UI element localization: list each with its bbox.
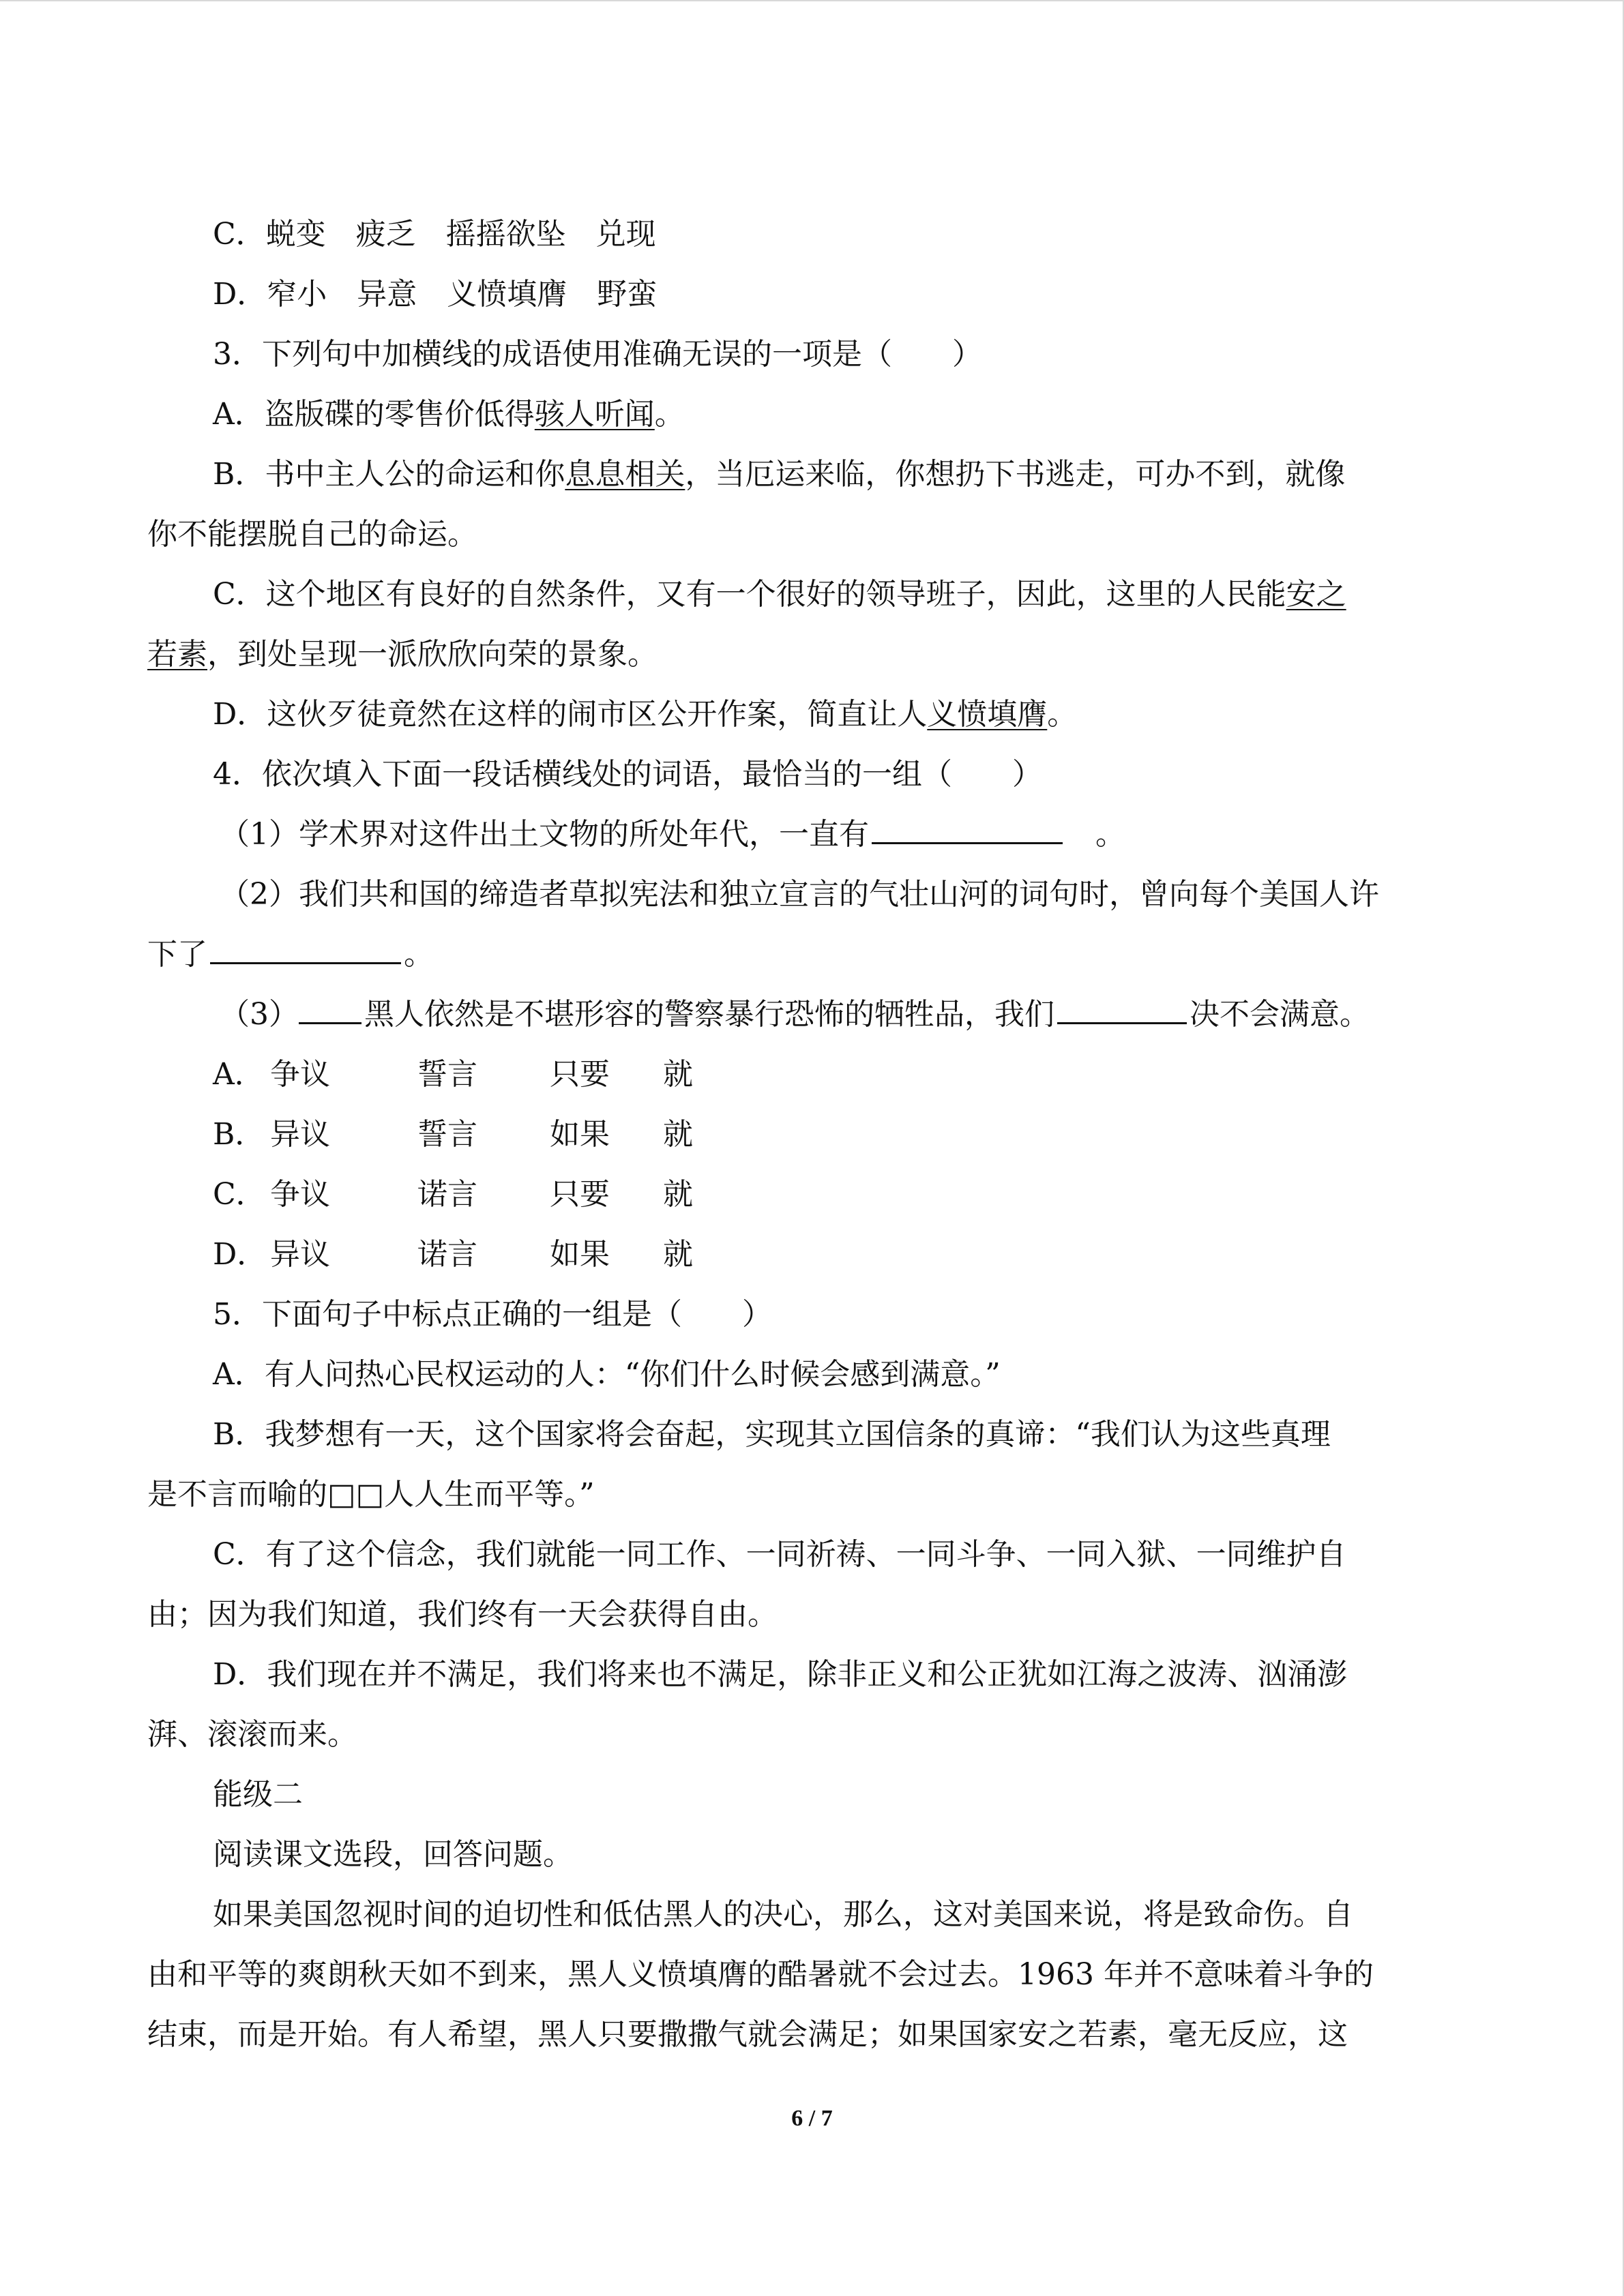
question-3-text: 3．下列句中加横线的成语使用准确无误的一项是（ ） [213,337,982,372]
option-letter: B． [213,1117,265,1152]
q5c-text: C．有了这个信念，我们就能一同工作、一同祈祷、一同斗争、一同入狱、一同维护自 [213,1537,1346,1572]
question-3 [213,337,982,372]
q4-item-1 [220,817,1125,852]
answer-blank[interactable] [210,961,401,964]
q4-option-c [213,1177,693,1212]
question-4-text: 4．依次填入下面一段话横线处的词语，最恰当的一组（ ） [213,757,1042,792]
option-word-2: 诺言 [417,1177,477,1212]
q5-option-a [213,1357,1001,1392]
q5d-text: D．我们现在并不满足，我们将来也不满足，除非正义和公正犹如江海之波涛、汹涌澎 [213,1657,1348,1692]
answer-blank[interactable] [299,1022,361,1024]
instruction-text: 阅读课文选段，回答问题。 [213,1837,573,1872]
option-word-1: 争议 [270,1057,330,1092]
option-word-4: 就 [663,1057,693,1092]
option-d-line [213,277,658,312]
q4-item-3-text: 黑人依然是不堪形容的警察暴行恐怖的牺牲品，我们 [364,997,1054,1032]
q3a-underlined-idiom: 骇人听闻 [534,397,655,432]
q5-option-c-cont [147,1597,778,1632]
option-word-3: 只要 [550,1057,610,1092]
q3b-text-after: ，当厄运来临，你想扔下书逃走，可办不到，就像 [685,457,1346,492]
q4-item-1-text: （1）学术界对这件出土文物的所处年代，一直有 [220,817,869,852]
q5b-text: B．我梦想有一天，这个国家将会奋起，实现其立国信条的真谛：“我们认为这些真理 [213,1417,1331,1452]
q4-item-2-cont-text: 下了 [147,937,207,972]
q3c-continuation: ，到处呈现一派欣欣向荣的景象。 [207,637,658,672]
q3d-underlined-idiom: 义愤填膺 [927,697,1048,732]
option-d-text: D．窄小 异意 义愤填膺 野蛮 [213,277,658,312]
q5a-text: A．有人问热心民权运动的人：“你们什么时候会感到满意。” [213,1357,1001,1392]
passage-line-2 [147,1957,1374,1992]
q4-item-2-cont [147,937,434,972]
q5-option-c [213,1537,1346,1572]
q3a-text: A．盗版碟的零售价低得 [213,397,535,432]
q4-option-a [213,1057,693,1092]
answer-blank[interactable] [872,841,1063,844]
passage-line-3 [147,2017,1348,2052]
reading-instruction [213,1837,573,1872]
option-word-2: 誓言 [417,1057,477,1092]
option-c-line [213,217,656,252]
option-word-3: 如果 [550,1237,610,1272]
q5-option-d [213,1657,1348,1692]
answer-blank[interactable] [1057,1022,1187,1024]
passage-line-1 [213,1897,1353,1932]
level-two-heading: 能级二 [213,1777,303,1812]
option-word-2: 誓言 [417,1117,477,1152]
q3b-underlined-idiom: 息息相关 [565,457,685,492]
q4-option-d [213,1237,693,1272]
q3c-underlined-idiom-part1: 安之 [1286,577,1346,612]
option-letter: D． [213,1237,267,1272]
q5b-continuation: 是不言而喻的□□人人生而平等。” [147,1477,595,1512]
q3-option-c [213,577,1346,612]
q3c-underlined-idiom-part2: 若素 [147,637,207,672]
question-4 [213,757,1042,792]
option-word-4: 就 [663,1177,693,1212]
q4-item-3-end: 决不会满意。 [1190,997,1370,1032]
q4-item-1-punct: 。 [1065,817,1125,852]
q5c-continuation: 由；因为我们知道，我们终有一天会获得自由。 [147,1597,778,1632]
q3-option-d [213,697,1078,732]
passage-text: 如果美国忽视时间的迫切性和低估黑人的决心，那么，这对美国来说，将是致命伤。自 [213,1897,1353,1932]
option-word-3: 只要 [550,1177,610,1212]
q3d-text: D．这伙歹徒竟然在这样的闹市区公开作案，简直让人 [213,697,928,732]
q4-item-2-text: （2）我们共和国的缔造者草拟宪法和独立宣言的气壮山河的词句时，曾向每个美国人许 [220,877,1379,912]
option-word-1: 异议 [270,1117,330,1152]
section-heading [213,1777,303,1812]
passage-text: 由和平等的爽朗秋天如不到来，黑人义愤填膺的酷暑就不会过去。1963 年并不意味着斗争的 [147,1957,1374,1992]
q3-option-c-cont [147,637,658,672]
option-letter: A． [213,1057,265,1092]
q5-option-d-cont [147,1717,357,1752]
q3c-text: C．这个地区有良好的自然条件，又有一个很好的领导班子，因此，这里的人民能 [213,577,1286,612]
q3b-text: B．书中主人公的命运和你 [213,457,565,492]
q3b-continuation: 你不能摆脱自己的命运。 [147,517,477,552]
question-5 [213,1297,772,1332]
q5-option-b-cont [147,1477,595,1512]
q3d-punct: 。 [1047,697,1078,732]
option-word-1: 异议 [270,1237,330,1272]
option-word-3: 如果 [550,1117,610,1152]
option-word-4: 就 [663,1237,693,1272]
option-word-2: 诺言 [417,1237,477,1272]
q4-item-3 [220,997,1370,1032]
q5d-continuation: 湃、滚滚而来。 [147,1717,357,1752]
q5-option-b [213,1417,1331,1452]
q3-option-b-cont [147,517,477,552]
option-c-text: C．蜕变 疲乏 摇摇欲坠 兑现 [213,217,656,252]
question-5-text: 5．下面句子中标点正确的一组是（ ） [213,1297,772,1332]
option-word-4: 就 [663,1117,693,1152]
q3a-punct: 。 [654,397,685,432]
q4-option-b [213,1117,693,1152]
q3-option-b [213,457,1346,492]
passage-text: 结束，而是开始。有人希望，黑人只要撒撒气就会满足；如果国家安之若素，毫无反应，这 [147,2017,1348,2052]
page-number: 6 / 7 [791,2106,833,2131]
option-word-1: 争议 [270,1177,330,1212]
q3-option-a [213,397,685,432]
q4-item-2-punct: 。 [404,937,434,972]
q4-item-2 [220,877,1379,912]
q4-item-3-number: （3） [220,997,299,1032]
option-letter: C． [213,1177,266,1212]
